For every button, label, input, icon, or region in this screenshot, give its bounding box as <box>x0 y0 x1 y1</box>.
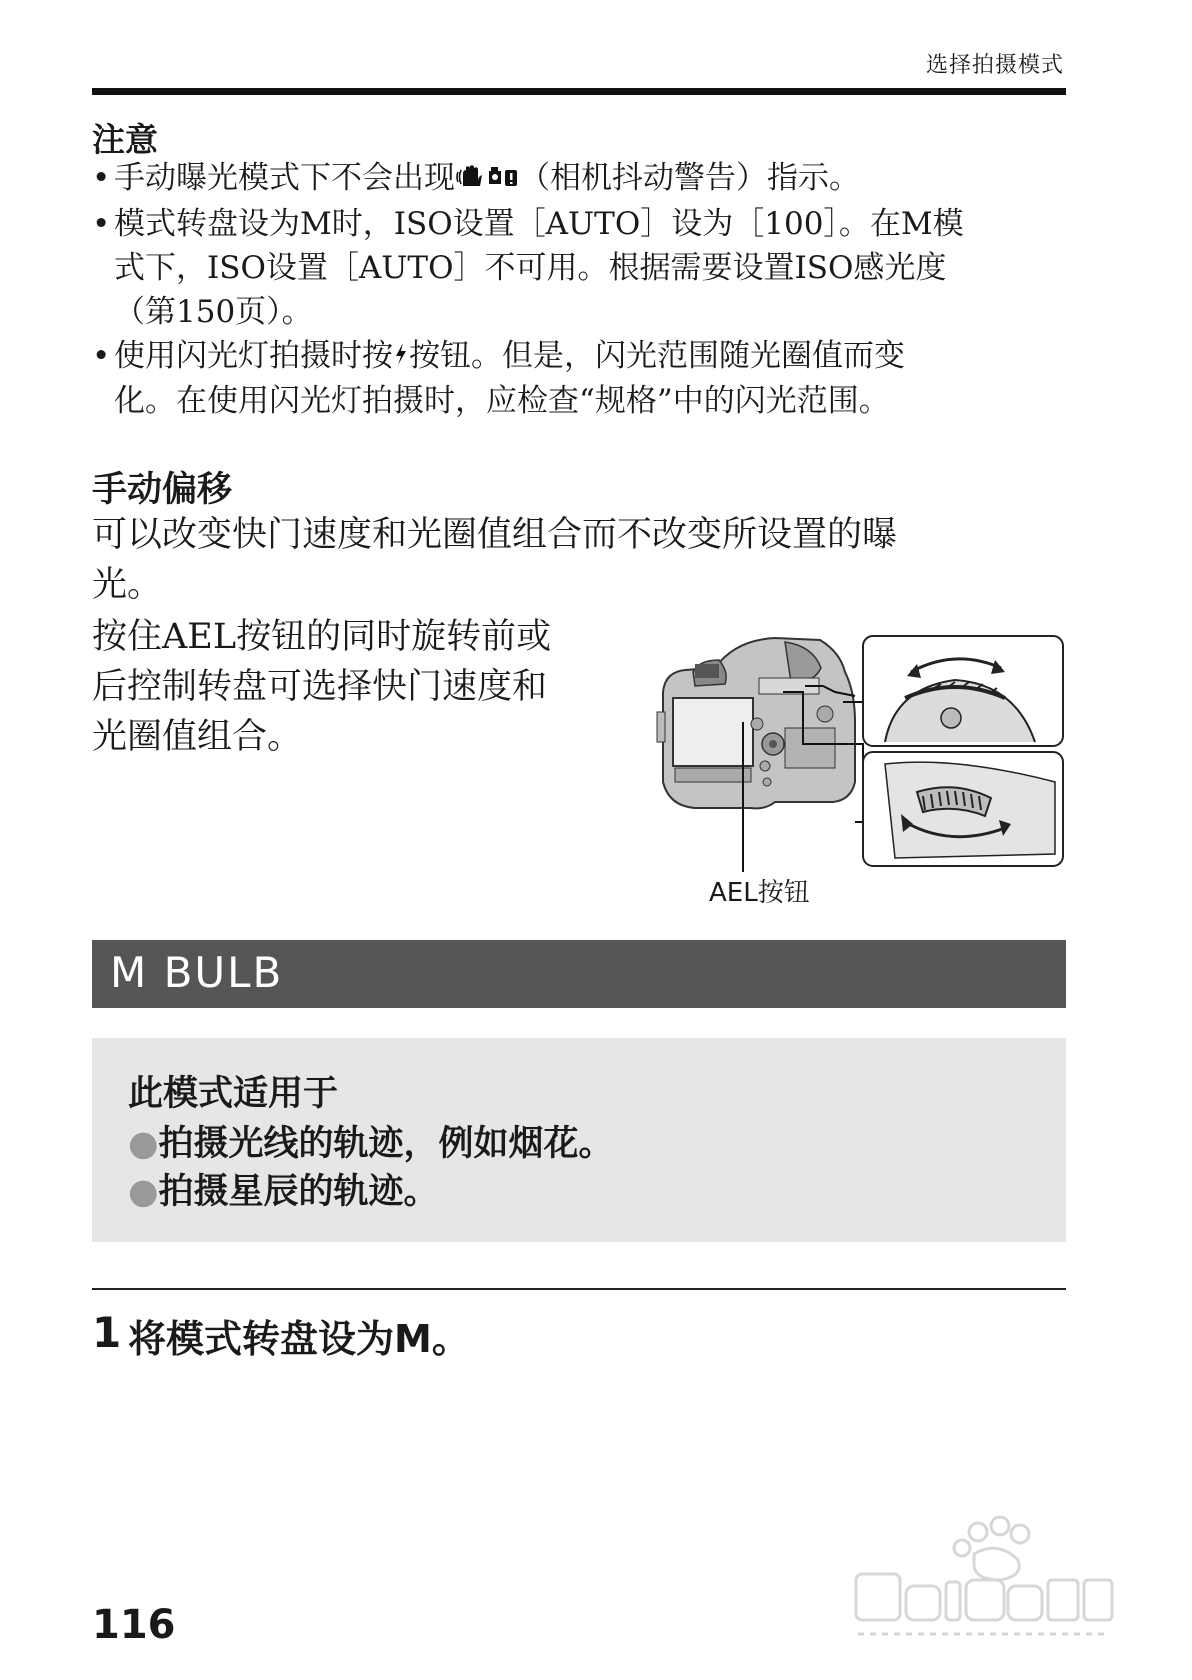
step-number: 1 <box>92 1308 122 1357</box>
header-rule <box>92 88 1066 95</box>
camera-illustration <box>655 632 1065 876</box>
flash-icon <box>393 335 409 379</box>
bulb-section-band <box>92 940 1066 1008</box>
manual-shift-title: 手动偏移 <box>92 470 233 510</box>
note-title: 注意 <box>92 120 158 159</box>
suitable-for-item: ●拍摄星辰的轨迹。 <box>128 1172 439 1212</box>
manual-shift-paragraph: 可以改变快门速度和光圈值组合而不改变所设置的曝 光。 <box>92 515 898 605</box>
suitable-for-item: ●拍摄光线的轨迹，例如烟花。 <box>128 1124 614 1164</box>
note-item: • 使用闪光灯拍摄时按 按钮。但是，闪光范围随光圈值而变 化。在使用闪光灯拍摄时，应检查“规格”中的闪光范围。 <box>92 334 1072 424</box>
baidu-watermark-logo <box>848 1510 1118 1654</box>
suitable-for-box <box>92 1038 1066 1242</box>
bullet-dot: • <box>92 337 111 374</box>
bullet-circle-icon: ● <box>128 1124 159 1164</box>
note-list <box>92 156 1072 423</box>
note-item: • 手动曝光模式下不会出现 （相机抖动警告）指示。 <box>92 156 1072 202</box>
bulb-section-title: M BULB <box>110 948 284 997</box>
camera-shake-warning-icon <box>455 158 519 202</box>
ael-button-label: AEL按钮 <box>709 878 810 908</box>
section-header-label: 选择拍摄模式 <box>925 53 1064 78</box>
bullet-dot: • <box>92 160 111 196</box>
step-text: 将模式转盘设为M。 <box>128 1317 470 1361</box>
bullet-dot: • <box>92 205 111 242</box>
page-number: 116 <box>92 1602 176 1648</box>
bullet-circle-icon: ● <box>128 1172 159 1212</box>
step-rule <box>92 1288 1066 1290</box>
suitable-for-title: 此模式适用于 <box>128 1074 339 1114</box>
note-item: • 模式转盘设为M时，ISO设置［AUTO］设为［100］。在M模 式下，ISO设置［AUTO］不可用。根据需要设置ISO感光度 （第150页）。 <box>92 202 1072 334</box>
camera-back-icon <box>655 632 1065 872</box>
manual-shift-instruction: 按住AEL按钮的同时旋转前或 后控制转盘可选择快门速度和 光圈值组合。 <box>92 617 552 757</box>
